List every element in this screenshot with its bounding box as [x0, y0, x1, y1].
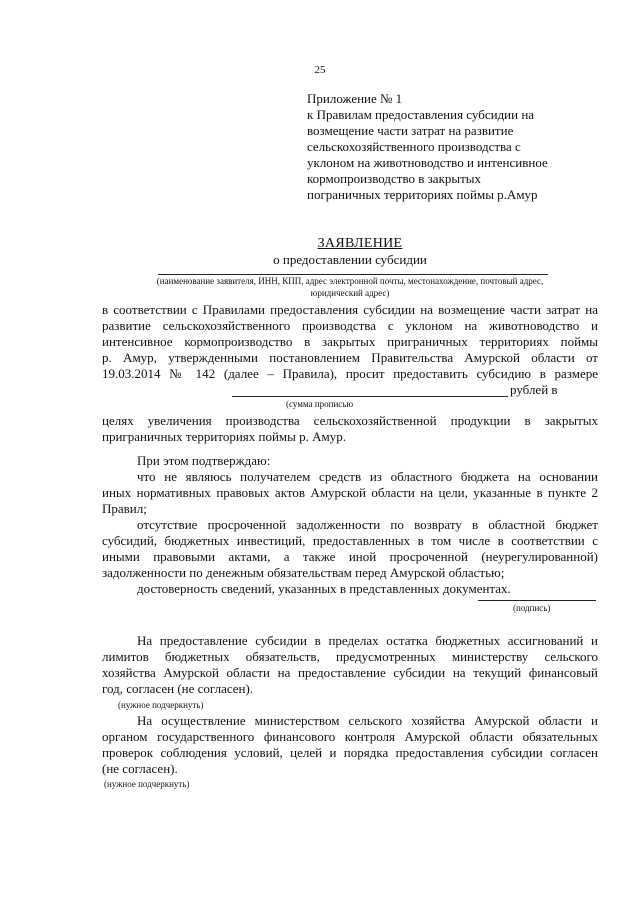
appendix-header	[307, 91, 548, 203]
body-line: 19.03.2014 № 142 (далее – Правила), просит предоставить субсидию в размере	[102, 366, 598, 381]
confirm-item-line: что не являюсь получателем средств из областного бюджета на основании	[137, 469, 598, 484]
consent-line: год, согласен (не согласен).	[102, 681, 254, 696]
consent-line: проверок соблюдения условий, целей и порядка предоставления субсидии согласен	[102, 745, 598, 760]
consent-line: (не согласен).	[102, 761, 178, 776]
confirm-item-line: Правил;	[102, 501, 147, 516]
body-line: р. Амур, утвержденными постановлением Правительства Амурской области от	[102, 350, 598, 365]
confirm-item-line: субсидий, бюджетных инвестиций, предоставленных в том числе в соответствии с	[102, 533, 598, 548]
rubles-label: рублей в	[510, 382, 558, 397]
body-line: развитие сельскохозяйственного производства с уклоном на животноводство и	[102, 318, 598, 333]
applicant-note-line: юридический адрес)	[310, 288, 390, 298]
appendix-line: уклоном на животноводство и интенсивное	[307, 155, 548, 170]
subsidy-amount-note: (сумма прописью	[286, 399, 354, 409]
applicant-note-line: (наименование заявителя, ИНН, КПП, адрес электронной почты, местонахождение, почтовый адрес,	[156, 276, 544, 286]
body-line: в соответствии с Правилами предоставления субсидии на возмещение части затрат на	[102, 302, 598, 317]
appendix-line: возмещение части затрат на развитие	[307, 123, 514, 138]
appendix-line: Приложение № 1	[307, 91, 403, 106]
body-line: приграничных территориях поймы р. Амур.	[102, 429, 347, 444]
appendix-line: кормопроизводство в закрытых	[307, 171, 482, 186]
confirm-item-line: достоверность сведений, указанных в представленных документах.	[137, 581, 511, 596]
consent-line: На предоставление субсидии в пределах остатка бюджетных ассигнований и	[137, 633, 598, 648]
appendix-line: пограничных территориях поймы р.Амур	[307, 187, 538, 202]
confirm-item-line: иными правовыми актами, а также иной просроченной (неурегулированной)	[102, 549, 598, 564]
consent-line: лимитов бюджетных обязательств, предусмотренных министерству сельского	[102, 649, 598, 664]
body-line: целях увеличения производства сельскохозяйственной продукции в закрытых	[102, 413, 598, 428]
consent-line: органом государственного финансового контроля Амурской области обязательных	[102, 729, 598, 744]
underline-choice-note: (нужное подчеркнуть)	[104, 779, 190, 789]
applicant-field-note	[120, 275, 580, 299]
body-line: интенсивное кормопроизводство в закрытых приграничных территориях поймы	[102, 334, 598, 349]
confirm-item-line: задолженности по денежным обязательствам перед Амурской областью;	[102, 565, 505, 580]
signature-note: (подпись)	[513, 603, 551, 613]
signature-field-line[interactable]	[478, 600, 596, 601]
underline-choice-note: (нужное подчеркнуть)	[118, 700, 204, 710]
document-title: ЗАЯВЛЕНИЕ	[317, 236, 403, 251]
consent-line: хозяйства Амурской области на предоставление субсидии на текущий финансовый	[102, 665, 598, 680]
page-number: 25	[314, 64, 326, 76]
confirm-item-line: отсутствие просроченной задолженности по возврату в областной бюджет	[137, 517, 598, 532]
appendix-line: сельскохозяйственного производства с	[307, 139, 521, 154]
consent-line: На осуществление министерством сельского хозяйства Амурской области и	[137, 713, 598, 728]
confirm-intro: При этом подтверждаю:	[137, 453, 271, 468]
appendix-line: к Правилам предоставления субсидии на	[307, 107, 535, 122]
document-subtitle: о предоставлении субсидии	[273, 252, 427, 267]
confirm-item-line: иных нормативных правовых актов Амурской области на цели, указанные в пункте 2	[102, 485, 598, 500]
subsidy-amount-field-line[interactable]	[232, 396, 508, 397]
